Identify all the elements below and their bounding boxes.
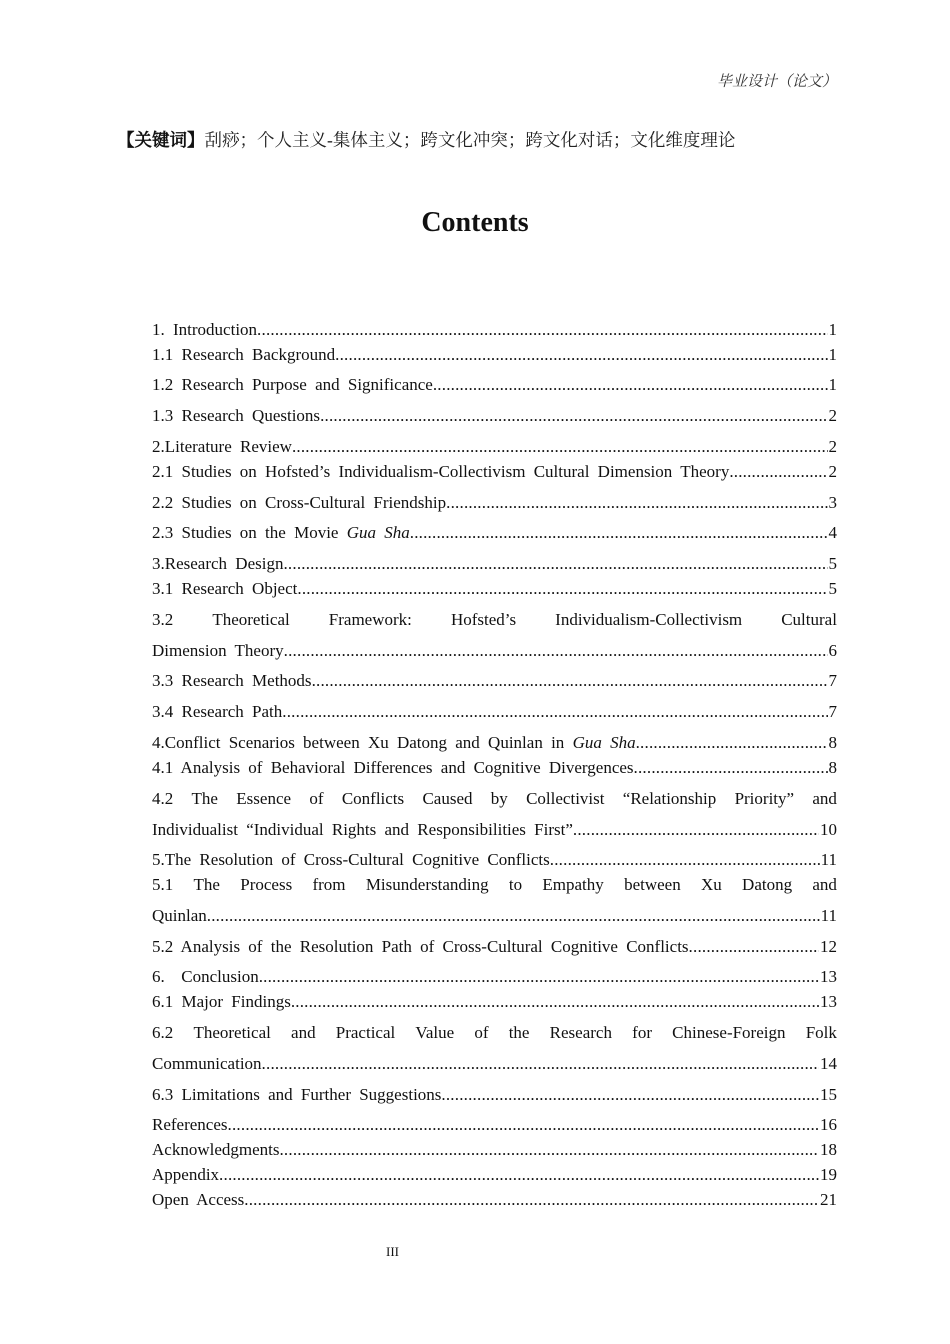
- toc-entry[interactable]: [152, 319, 837, 341]
- toc-leader-dots: [441, 1084, 819, 1106]
- toc-leader-dots: [297, 578, 827, 600]
- toc-entry-title: Individualist “Individual Rights and Responsibilities First”: [152, 820, 573, 839]
- toc-entry-title: [152, 405, 320, 427]
- toc-entry-title: [152, 849, 550, 871]
- toc-entry-text: References: [152, 1115, 228, 1134]
- toc-leader-dots: [433, 374, 828, 396]
- toc-word: The: [191, 789, 218, 808]
- toc-entry-text: 1.3 Research Questions: [152, 406, 321, 425]
- toc-page-number: 2: [828, 437, 837, 456]
- toc-entry[interactable]: [152, 1164, 837, 1186]
- toc-leader-dots: [257, 319, 827, 341]
- toc-word: and: [812, 789, 837, 808]
- toc-entry[interactable]: [152, 991, 837, 1013]
- toc-page-number: 2: [828, 406, 837, 425]
- toc-word: Conflicts: [341, 789, 405, 808]
- toc-entry-title: [152, 670, 312, 692]
- toc-word: Caused: [422, 789, 473, 808]
- toc-word: by: [490, 789, 508, 808]
- toc-entry-text: 6. Conclusion: [152, 967, 259, 986]
- toc-entry-text: 6.3 Limitations and Further Suggestions: [152, 1085, 442, 1104]
- toc-entry-title: [152, 578, 297, 600]
- toc-leader-dots: [284, 640, 828, 662]
- toc-leader-dots: [207, 905, 820, 927]
- toc-entry-text: 3.4 Research Path: [152, 702, 283, 721]
- toc-entry-title: [152, 936, 689, 958]
- toc-page-number: 13: [820, 967, 837, 986]
- toc-entry-title: [152, 374, 433, 396]
- toc-word: Individualism-Collectivism: [555, 610, 743, 629]
- toc-page-number: 16: [820, 1115, 837, 1134]
- toc-word: Practical: [335, 1023, 396, 1042]
- toc-entry-title: [152, 701, 282, 723]
- toc-entry[interactable]: [152, 609, 837, 662]
- toc-entry[interactable]: [152, 966, 837, 988]
- toc-leader-dots: [636, 732, 828, 754]
- toc-leader-dots: [228, 1114, 819, 1136]
- toc-entry-title: [152, 492, 446, 514]
- toc-entry-title: [152, 461, 729, 483]
- toc-entry-title: Dimension Theory: [152, 641, 284, 660]
- toc-page-number: 19: [820, 1165, 837, 1184]
- keywords-line: [117, 127, 837, 152]
- toc-word: of: [474, 1023, 489, 1042]
- toc-entry[interactable]: [152, 757, 837, 779]
- toc-page-number: 21: [820, 1190, 837, 1209]
- toc-word: Misunderstanding: [365, 875, 489, 894]
- toc-entry-title: [152, 991, 291, 1013]
- toc-entry-text: 1. Introduction: [152, 320, 258, 339]
- toc-word: Research: [549, 1023, 612, 1042]
- toc-entry-text: 2.Literature Review: [152, 437, 292, 456]
- toc-leader-dots: [279, 1139, 819, 1161]
- toc-word: Cultural: [781, 610, 837, 629]
- toc-word: 5.1: [152, 875, 174, 894]
- toc-page-number: 7: [828, 702, 837, 721]
- toc-entry-title: [152, 1139, 279, 1161]
- toc-entry-line1: [152, 1022, 837, 1053]
- toc-entry[interactable]: [152, 936, 837, 958]
- toc-entry[interactable]: [152, 522, 837, 544]
- toc-page-number: 6: [828, 641, 837, 660]
- toc-page-number: 8: [828, 758, 837, 777]
- toc-page-number: 4: [828, 523, 837, 542]
- toc-word: between: [624, 875, 681, 894]
- toc-entry[interactable]: [152, 1022, 837, 1075]
- toc-entry-title: [152, 553, 283, 575]
- toc-word: Hofsted’s: [450, 610, 517, 629]
- toc-page-number: 8: [828, 733, 837, 752]
- toc-leader-dots: [729, 461, 827, 483]
- toc-word: 4.2: [152, 789, 174, 808]
- toc-entry-text: 3.Research Design: [152, 554, 284, 573]
- toc-entry[interactable]: [152, 553, 837, 575]
- toc-leader-dots: [550, 849, 820, 871]
- toc-leader-dots: [282, 701, 827, 723]
- toc-entry-italic: Gua Sha: [346, 523, 410, 542]
- toc-entry[interactable]: [152, 701, 837, 723]
- toc-entry[interactable]: [152, 461, 837, 483]
- toc-page-number: 18: [820, 1140, 837, 1159]
- toc-page-number: 14: [820, 1054, 837, 1073]
- toc-entry-text: 6.1 Major Findings: [152, 992, 291, 1011]
- toc-word: Collectivist: [526, 789, 605, 808]
- page-number: III: [386, 1244, 399, 1259]
- toc-word: of: [309, 789, 324, 808]
- toc-leader-dots: [689, 936, 819, 958]
- toc-page-number: 13: [820, 992, 837, 1011]
- toc-entry-line1: [152, 609, 837, 640]
- toc-word: and: [812, 875, 837, 894]
- toc-entry-title: [152, 319, 257, 341]
- toc-word: Process: [240, 875, 293, 894]
- keywords-label: 【关键词】: [117, 131, 205, 151]
- toc-word: and: [291, 1023, 316, 1042]
- toc-entry-title: [152, 732, 636, 754]
- toc-page-number: 3: [828, 493, 837, 512]
- toc-entry[interactable]: [152, 670, 837, 692]
- toc-leader-dots: [446, 492, 827, 514]
- toc-page-number: 12: [820, 937, 837, 956]
- toc-word: Xu: [700, 875, 722, 894]
- toc-word: Datong: [742, 875, 793, 894]
- toc-word: for: [632, 1023, 652, 1042]
- toc-leader-dots: [292, 436, 828, 458]
- toc-word: “Relationship: [622, 789, 717, 808]
- toc-entry[interactable]: [152, 1084, 837, 1106]
- toc-word: Value: [415, 1023, 455, 1042]
- toc-word: Theoretical: [193, 1023, 271, 1042]
- toc-entry[interactable]: [152, 344, 837, 366]
- toc-entry-text: 5.The Resolution of Cross-Cultural Cognitive Conflicts: [152, 850, 550, 869]
- toc-entry[interactable]: [152, 1114, 837, 1136]
- toc-entry-title: Communication: [152, 1054, 262, 1073]
- toc-entry-title: [152, 966, 259, 988]
- toc-leader-dots: [634, 757, 828, 779]
- toc-entry-line1: [152, 788, 837, 819]
- toc-leader-dots: [262, 1053, 819, 1075]
- toc-page-number: 11: [820, 850, 837, 869]
- toc-word: Empathy: [542, 875, 604, 894]
- toc-entry-title: [152, 1114, 228, 1136]
- toc-page-number: 5: [828, 554, 837, 573]
- toc-entry[interactable]: [152, 374, 837, 396]
- toc-leader-dots: [312, 670, 828, 692]
- toc-entry-text: 4.Conflict Scenarios between Xu Datong and Quinlan in: [152, 733, 573, 752]
- toc-leader-dots: [335, 344, 827, 366]
- toc-entry-title: [152, 757, 634, 779]
- toc-entry-title: Quinlan: [152, 906, 207, 925]
- toc-entry[interactable]: [152, 1189, 837, 1211]
- toc-word: 6.2: [152, 1023, 174, 1042]
- toc-entry[interactable]: [152, 874, 837, 927]
- toc-entry-title: [152, 1189, 244, 1211]
- toc-page-number: 1: [828, 345, 837, 364]
- toc-word: to: [508, 875, 523, 894]
- toc-entry[interactable]: [152, 849, 837, 871]
- toc-entry[interactable]: [152, 492, 837, 514]
- toc-page-number: 11: [820, 906, 837, 925]
- toc-entry-title: [152, 344, 335, 366]
- toc-entry-text: 5.2 Analysis of the Resolution Path of Cross-Cultural Cognitive Conflicts: [152, 937, 689, 956]
- toc-entry-text: 3.3 Research Methods: [152, 671, 312, 690]
- toc-leader-dots: [219, 1164, 819, 1186]
- toc-leader-dots: [291, 991, 819, 1013]
- toc-word: Chinese-Foreign: [672, 1023, 786, 1042]
- toc-entry-text: 2.1 Studies on Hofsted’s Individualism-Collectivism Cultural Dimension Theory: [152, 462, 730, 481]
- toc-word: The: [193, 875, 220, 894]
- page-title: Contents: [421, 207, 529, 238]
- toc-word: 3.2: [152, 610, 174, 629]
- toc-word: Theoretical: [212, 610, 290, 629]
- toc-word: Folk: [805, 1023, 837, 1042]
- toc-entry[interactable]: [152, 732, 837, 754]
- toc-entry-text: Open Access: [152, 1190, 245, 1209]
- toc-leader-dots: [410, 522, 828, 544]
- toc-page-number: 2: [828, 462, 837, 481]
- toc-word: Priority”: [734, 789, 795, 808]
- toc-word: the: [508, 1023, 530, 1042]
- toc-page-number: 7: [828, 671, 837, 690]
- page-header: 毕业设计（论文）: [716, 74, 837, 90]
- toc-page-number: 15: [820, 1085, 837, 1104]
- toc-page-number: 10: [820, 820, 837, 839]
- toc-entry[interactable]: [152, 1139, 837, 1161]
- toc-word: Essence: [236, 789, 292, 808]
- toc-entry[interactable]: [152, 405, 837, 427]
- toc-leader-dots: [320, 405, 827, 427]
- toc-entry[interactable]: [152, 436, 837, 458]
- toc-entry-title: [152, 1084, 441, 1106]
- toc-entry-text: 1.2 Research Purpose and Significance: [152, 375, 433, 394]
- toc-entry-line1: [152, 874, 837, 905]
- toc-entry-text: 4.1 Analysis of Behavioral Differences and Cognitive Divergences: [152, 758, 634, 777]
- toc-leader-dots: [283, 553, 827, 575]
- toc-entry-text: 3.1 Research Object: [152, 579, 298, 598]
- toc-entry-title: [152, 522, 410, 544]
- keywords-text: 刮痧；个人主义-集体主义；跨文化冲突；跨文化对话；文化维度理论: [204, 130, 736, 150]
- toc-entry-text: 2.3 Studies on the Movie: [152, 523, 347, 542]
- toc-page-number: 5: [828, 579, 837, 598]
- toc-entry[interactable]: [152, 788, 837, 841]
- toc-entry-italic: Gua Sha: [572, 733, 636, 752]
- toc-page-number: 1: [828, 320, 837, 339]
- toc-word: Framework:: [328, 610, 412, 629]
- toc-entry-text: Appendix: [152, 1165, 220, 1184]
- toc-leader-dots: [244, 1189, 819, 1211]
- toc-word: from: [312, 875, 346, 894]
- toc-entry-text: 2.2 Studies on Cross-Cultural Friendship: [152, 493, 447, 512]
- toc-entry-title: [152, 436, 292, 458]
- toc-entry-text: Acknowledgments: [152, 1140, 280, 1159]
- toc-leader-dots: [259, 966, 819, 988]
- toc-page-number: 1: [828, 375, 837, 394]
- toc-entry-title: [152, 1164, 219, 1186]
- toc-entry-text: 1.1 Research Background: [152, 345, 336, 364]
- toc-entry[interactable]: [152, 578, 837, 600]
- toc-leader-dots: [573, 819, 819, 841]
